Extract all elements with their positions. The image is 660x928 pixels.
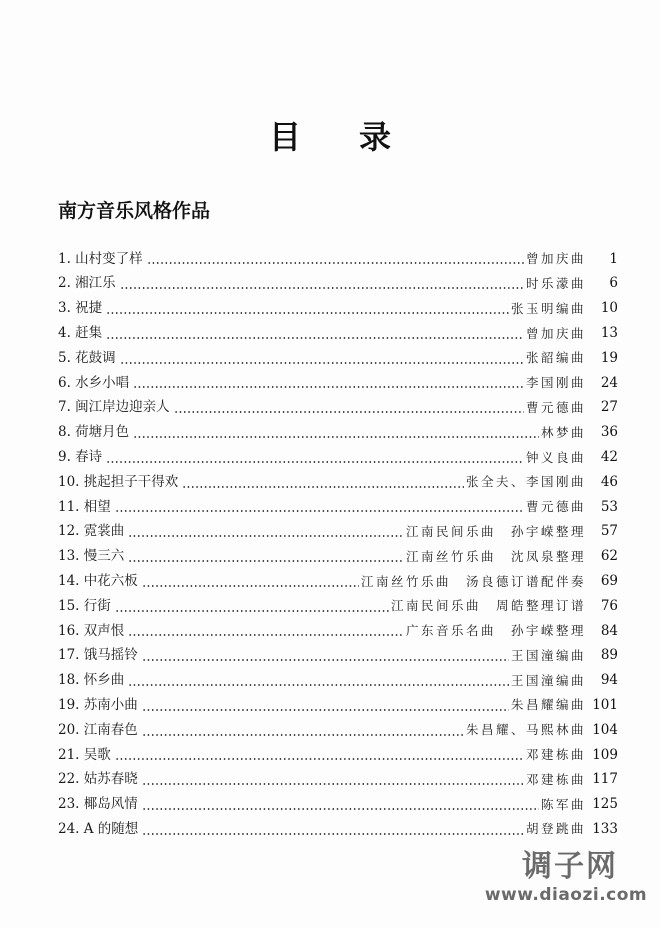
toc-entry-title: 21. 吴歌 bbox=[58, 746, 111, 763]
toc-entry[interactable] bbox=[58, 321, 618, 346]
toc-entry-page: 46 bbox=[600, 473, 618, 490]
toc-entry[interactable] bbox=[58, 396, 618, 421]
toc-entry-page: 94 bbox=[600, 672, 618, 689]
toc-entry[interactable] bbox=[58, 569, 618, 594]
toc-entry-title: 9. 春诗 bbox=[58, 449, 103, 466]
dot-leader bbox=[142, 659, 509, 661]
toc-entry-page: 89 bbox=[600, 647, 618, 664]
toc-entry-page: 19 bbox=[600, 349, 618, 366]
dot-leader bbox=[133, 386, 524, 388]
toc-entry-page: 13 bbox=[600, 325, 618, 342]
toc-entry-page: 109 bbox=[592, 746, 618, 763]
toc-entry-credit: 张韶编曲 bbox=[525, 350, 586, 366]
toc-entry-title: 23. 椰岛风情 bbox=[58, 796, 138, 813]
toc-entry-credit: 江南民间乐曲 周皓整理订谱 bbox=[390, 598, 586, 614]
toc-entry-title: 14. 中花六板 bbox=[58, 573, 138, 589]
toc-entry-title: 24. A 的随想 bbox=[58, 820, 139, 837]
dot-leader bbox=[147, 262, 524, 264]
toc-entry-credit: 王国潼编曲 bbox=[510, 647, 586, 663]
toc-entry[interactable] bbox=[58, 272, 618, 297]
dot-leader bbox=[142, 585, 359, 587]
toc-entry-credit: 张玉明编曲 bbox=[510, 300, 586, 316]
toc-entry[interactable] bbox=[58, 768, 618, 793]
toc-entry-page: 69 bbox=[600, 573, 618, 589]
section-heading: 南方音乐风格作品 bbox=[58, 200, 211, 222]
toc-entry[interactable] bbox=[58, 594, 618, 619]
toc-entry-credit: 曹元德曲 bbox=[525, 399, 586, 415]
dot-leader bbox=[142, 783, 524, 785]
toc-entry[interactable] bbox=[58, 669, 618, 694]
dot-leader bbox=[106, 312, 509, 314]
toc-entry-credit: 林梦曲 bbox=[540, 424, 586, 440]
toc-entry[interactable] bbox=[58, 297, 618, 322]
toc-entry-title: 15. 行街 bbox=[58, 597, 111, 614]
toc-entry-credit: 张全夫、李国刚曲 bbox=[465, 474, 586, 490]
toc-entry-credit: 江南民间乐曲 孙宇嵘整理 bbox=[405, 523, 586, 539]
toc-entry-page: 6 bbox=[609, 275, 618, 292]
toc-entry-credit: 胡登跳曲 bbox=[525, 821, 586, 837]
dot-leader bbox=[115, 758, 524, 760]
table-of-contents bbox=[58, 247, 618, 842]
toc-entry-title: 2. 湘江乐 bbox=[58, 275, 116, 292]
toc-entry-credit: 李国刚曲 bbox=[525, 375, 586, 391]
toc-entry-credit: 江南丝竹乐曲 汤良德订谱配伴奏 bbox=[360, 573, 586, 589]
toc-entry-title: 1. 山村变了样 bbox=[58, 250, 143, 267]
toc-entry-page: 24 bbox=[600, 374, 618, 391]
toc-entry[interactable] bbox=[58, 247, 618, 272]
watermark bbox=[484, 849, 650, 906]
toc-entry-page: 36 bbox=[600, 424, 618, 441]
toc-entry-title: 17. 饿马摇铃 bbox=[58, 647, 138, 664]
dot-leader bbox=[128, 560, 404, 562]
toc-entry[interactable] bbox=[58, 371, 618, 396]
toc-entry-title: 6. 水乡小唱 bbox=[58, 374, 130, 391]
toc-entry[interactable] bbox=[58, 520, 618, 545]
toc-entry-title: 7. 闽江岸边迎亲人 bbox=[58, 399, 170, 416]
toc-entry[interactable] bbox=[58, 817, 618, 842]
toc-entry[interactable] bbox=[58, 644, 618, 669]
toc-entry-title: 4. 赶集 bbox=[58, 325, 103, 342]
toc-entry[interactable] bbox=[58, 445, 618, 470]
toc-entry[interactable] bbox=[58, 545, 618, 570]
toc-entry-credit: 江南丝竹乐曲 沈凤泉整理 bbox=[405, 548, 586, 564]
toc-entry-page: 57 bbox=[600, 523, 618, 540]
dot-leader bbox=[142, 734, 464, 736]
toc-entry-title: 12. 霓裳曲 bbox=[58, 523, 125, 540]
toc-entry-credit: 王国潼编曲 bbox=[510, 672, 586, 688]
toc-entry-title: 5. 花鼓调 bbox=[58, 349, 116, 366]
toc-entry-credit: 邓建栋曲 bbox=[525, 747, 586, 763]
toc-entry-credit: 曾加庆曲 bbox=[525, 325, 586, 341]
toc-entry-credit: 邓建栋曲 bbox=[525, 771, 586, 787]
dot-leader bbox=[142, 808, 539, 810]
toc-entry[interactable] bbox=[58, 718, 618, 743]
toc-entry-title: 10. 挑起担子干得欢 bbox=[58, 473, 179, 490]
watermark-url: www.diaozi.com bbox=[484, 885, 648, 905]
dot-leader bbox=[128, 535, 404, 537]
toc-entry-page: 133 bbox=[592, 820, 618, 837]
dot-leader bbox=[120, 287, 524, 289]
toc-entry[interactable] bbox=[58, 495, 618, 520]
toc-entry-page: 53 bbox=[600, 498, 618, 515]
toc-entry-page: 104 bbox=[592, 721, 618, 738]
toc-entry[interactable] bbox=[58, 421, 618, 446]
dot-leader bbox=[115, 610, 389, 612]
toc-entry-title: 18. 怀乡曲 bbox=[58, 672, 125, 689]
dot-leader bbox=[133, 436, 539, 438]
toc-entry[interactable] bbox=[58, 793, 618, 818]
dot-leader bbox=[120, 362, 524, 364]
dot-leader bbox=[128, 634, 404, 636]
toc-entry[interactable] bbox=[58, 619, 618, 644]
toc-entry-credit: 朱昌耀、马熙林曲 bbox=[465, 722, 586, 738]
page-title-char-1: 目 bbox=[268, 118, 301, 156]
dot-leader bbox=[142, 833, 524, 835]
toc-entry-page: 62 bbox=[600, 548, 618, 565]
dot-leader bbox=[128, 684, 509, 686]
toc-entry-page: 84 bbox=[600, 622, 618, 639]
toc-entry-page: 76 bbox=[600, 597, 618, 614]
dot-leader bbox=[115, 510, 524, 512]
dot-leader bbox=[174, 411, 524, 413]
toc-entry-title: 11. 相望 bbox=[58, 498, 111, 515]
toc-entry-title: 8. 荷塘月色 bbox=[58, 424, 130, 441]
toc-entry-page: 42 bbox=[600, 449, 618, 466]
toc-entry-page: 117 bbox=[592, 771, 618, 788]
toc-entry-title: 22. 姑苏春晓 bbox=[58, 771, 138, 788]
dot-leader bbox=[142, 709, 509, 711]
toc-entry-title: 13. 慢三六 bbox=[58, 548, 125, 565]
toc-entry-page: 1 bbox=[609, 250, 618, 267]
toc-entry-page: 27 bbox=[600, 399, 618, 416]
page-title bbox=[0, 112, 660, 158]
page-title-char-2: 录 bbox=[359, 118, 392, 156]
toc-entry-credit: 钟义良曲 bbox=[525, 449, 586, 465]
toc-entry[interactable] bbox=[58, 743, 618, 768]
toc-entry-page: 101 bbox=[592, 696, 618, 713]
toc-entry[interactable] bbox=[58, 470, 618, 495]
watermark-site-name: 调子网 bbox=[522, 849, 618, 884]
toc-entry[interactable] bbox=[58, 346, 618, 371]
toc-entry-page: 10 bbox=[600, 300, 618, 317]
toc-entry-page: 125 bbox=[592, 796, 618, 813]
toc-entry-credit: 曾加庆曲 bbox=[525, 251, 586, 267]
dot-leader bbox=[182, 486, 464, 488]
dot-leader bbox=[106, 461, 524, 463]
toc-entry-title: 20. 江南春色 bbox=[58, 721, 138, 738]
dot-leader bbox=[106, 337, 524, 339]
toc-entry-title: 16. 双声恨 bbox=[58, 622, 125, 639]
toc-entry-title: 19. 苏南小曲 bbox=[58, 696, 138, 713]
toc-entry-credit: 广东音乐名曲 孙宇嵘整理 bbox=[405, 623, 586, 639]
toc-entry-credit: 朱昌耀编曲 bbox=[510, 697, 586, 713]
toc-entry-credit: 陈军曲 bbox=[540, 796, 586, 812]
toc-entry-title: 3. 祝捷 bbox=[58, 300, 103, 317]
toc-entry[interactable] bbox=[58, 693, 618, 718]
toc-entry-credit: 时乐濛曲 bbox=[525, 275, 586, 291]
toc-entry-credit: 曹元德曲 bbox=[525, 499, 586, 515]
